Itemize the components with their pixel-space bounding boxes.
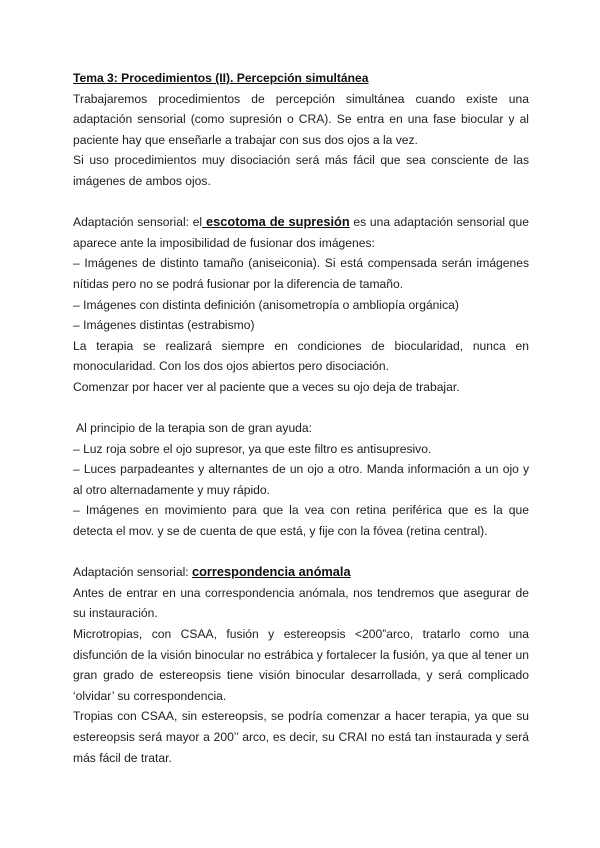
correspondence-heading bbox=[73, 562, 529, 583]
therapy-paragraph: La terapia se realizará siempre en condiciones de biocularidad, nunca en monocularidad. Con los dos ojos abiertos pero disociación. bbox=[73, 338, 529, 374]
list-item-blinking-lights: – Luces parpadeantes y alternantes de un ojo a otro. Manda información a un ojo y al otro alternadamente y muy rápido. bbox=[73, 462, 529, 497]
list-item-aniseiconia: – Imágenes de distinto tamaño (aniseiconia). Si está compensada serán imágenes nítidas pero no se podrá fusionar por la diferencia de tamaño. bbox=[73, 256, 529, 291]
correspondence-term: correspondencia anómala bbox=[192, 564, 351, 580]
spacer bbox=[73, 192, 529, 213]
intro-paragraph-2: Si uso procedimientos muy disociación será más fácil que sea consciente de las imágenes de ambos ojos. bbox=[73, 153, 529, 188]
correspondence-paragraph-1: Antes de entrar en una correspondencia anómala, nos tendremos que asegurar de su instauración. bbox=[73, 585, 529, 621]
suppression-rest: es una adaptación sensorial que aparece ante la imposibilidad de fusionar dos imágenes: bbox=[73, 215, 529, 250]
list-item-anisometropia: – Imágenes con distinta definición (anisometropía o ambliopía orgánica) bbox=[73, 297, 459, 312]
intro-paragraph-1: Trabajaremos procedimientos de percepción simultánea cuando existe una adaptación sensorial (como supresión o CRA). Se entra en una fase biocular y al paciente hay que enseñarle a trabajar con sus dos ojos a la vez. bbox=[73, 91, 529, 147]
suppression-lead: Adaptación sensorial: el bbox=[73, 215, 203, 230]
correspondence-paragraph-3: Tropias con CSAA, sin estereopsis, se podría comenzar a hacer terapia, ya que su estereopsis será mayor a 200’’ arco, es decir, su CRAI no está tan instaurada y será más fácil de tratar. bbox=[73, 709, 529, 765]
document-body bbox=[73, 68, 529, 768]
list-item-red-light: – Luz roja sobre el ojo supresor, ya que este filtro es antisupresivo. bbox=[73, 441, 432, 456]
correspondence-paragraph-2: Microtropias, con CSAA, fusión y estereopsis <200”arco, tratarlo como una disfunción de la visión binocular no estrábica y fortalecer la fusión, ya que al tener un gran grado de estereopsis tiene visión binocular desarrollada, y será complicado ‘olvidar’ su correspondencia. bbox=[73, 627, 529, 703]
suppression-paragraph bbox=[73, 212, 529, 253]
spacer bbox=[73, 398, 529, 419]
start-paragraph: Comenzar por hacer ver al paciente que a veces su ojo deja de trabajar. bbox=[73, 379, 460, 394]
correspondence-lead: Adaptación sensorial: bbox=[73, 565, 192, 580]
suppression-term: escotoma de supresión bbox=[202, 214, 350, 230]
list-item-moving-images: – Imágenes en movimiento para que la vea con retina periférica que es la que detecta el mov. y se de cuenta de que está, y fije con la fóvea (retina central). bbox=[73, 503, 529, 539]
aids-heading: Al principio de la terapia son de gran ayuda: bbox=[76, 421, 312, 436]
document-title bbox=[73, 68, 529, 89]
spacer bbox=[73, 542, 529, 563]
list-item-strabismus: – Imágenes distintas (estrabismo) bbox=[73, 318, 255, 333]
title-text: Tema 3: Procedimientos (II). Percepción simultánea bbox=[73, 71, 369, 85]
